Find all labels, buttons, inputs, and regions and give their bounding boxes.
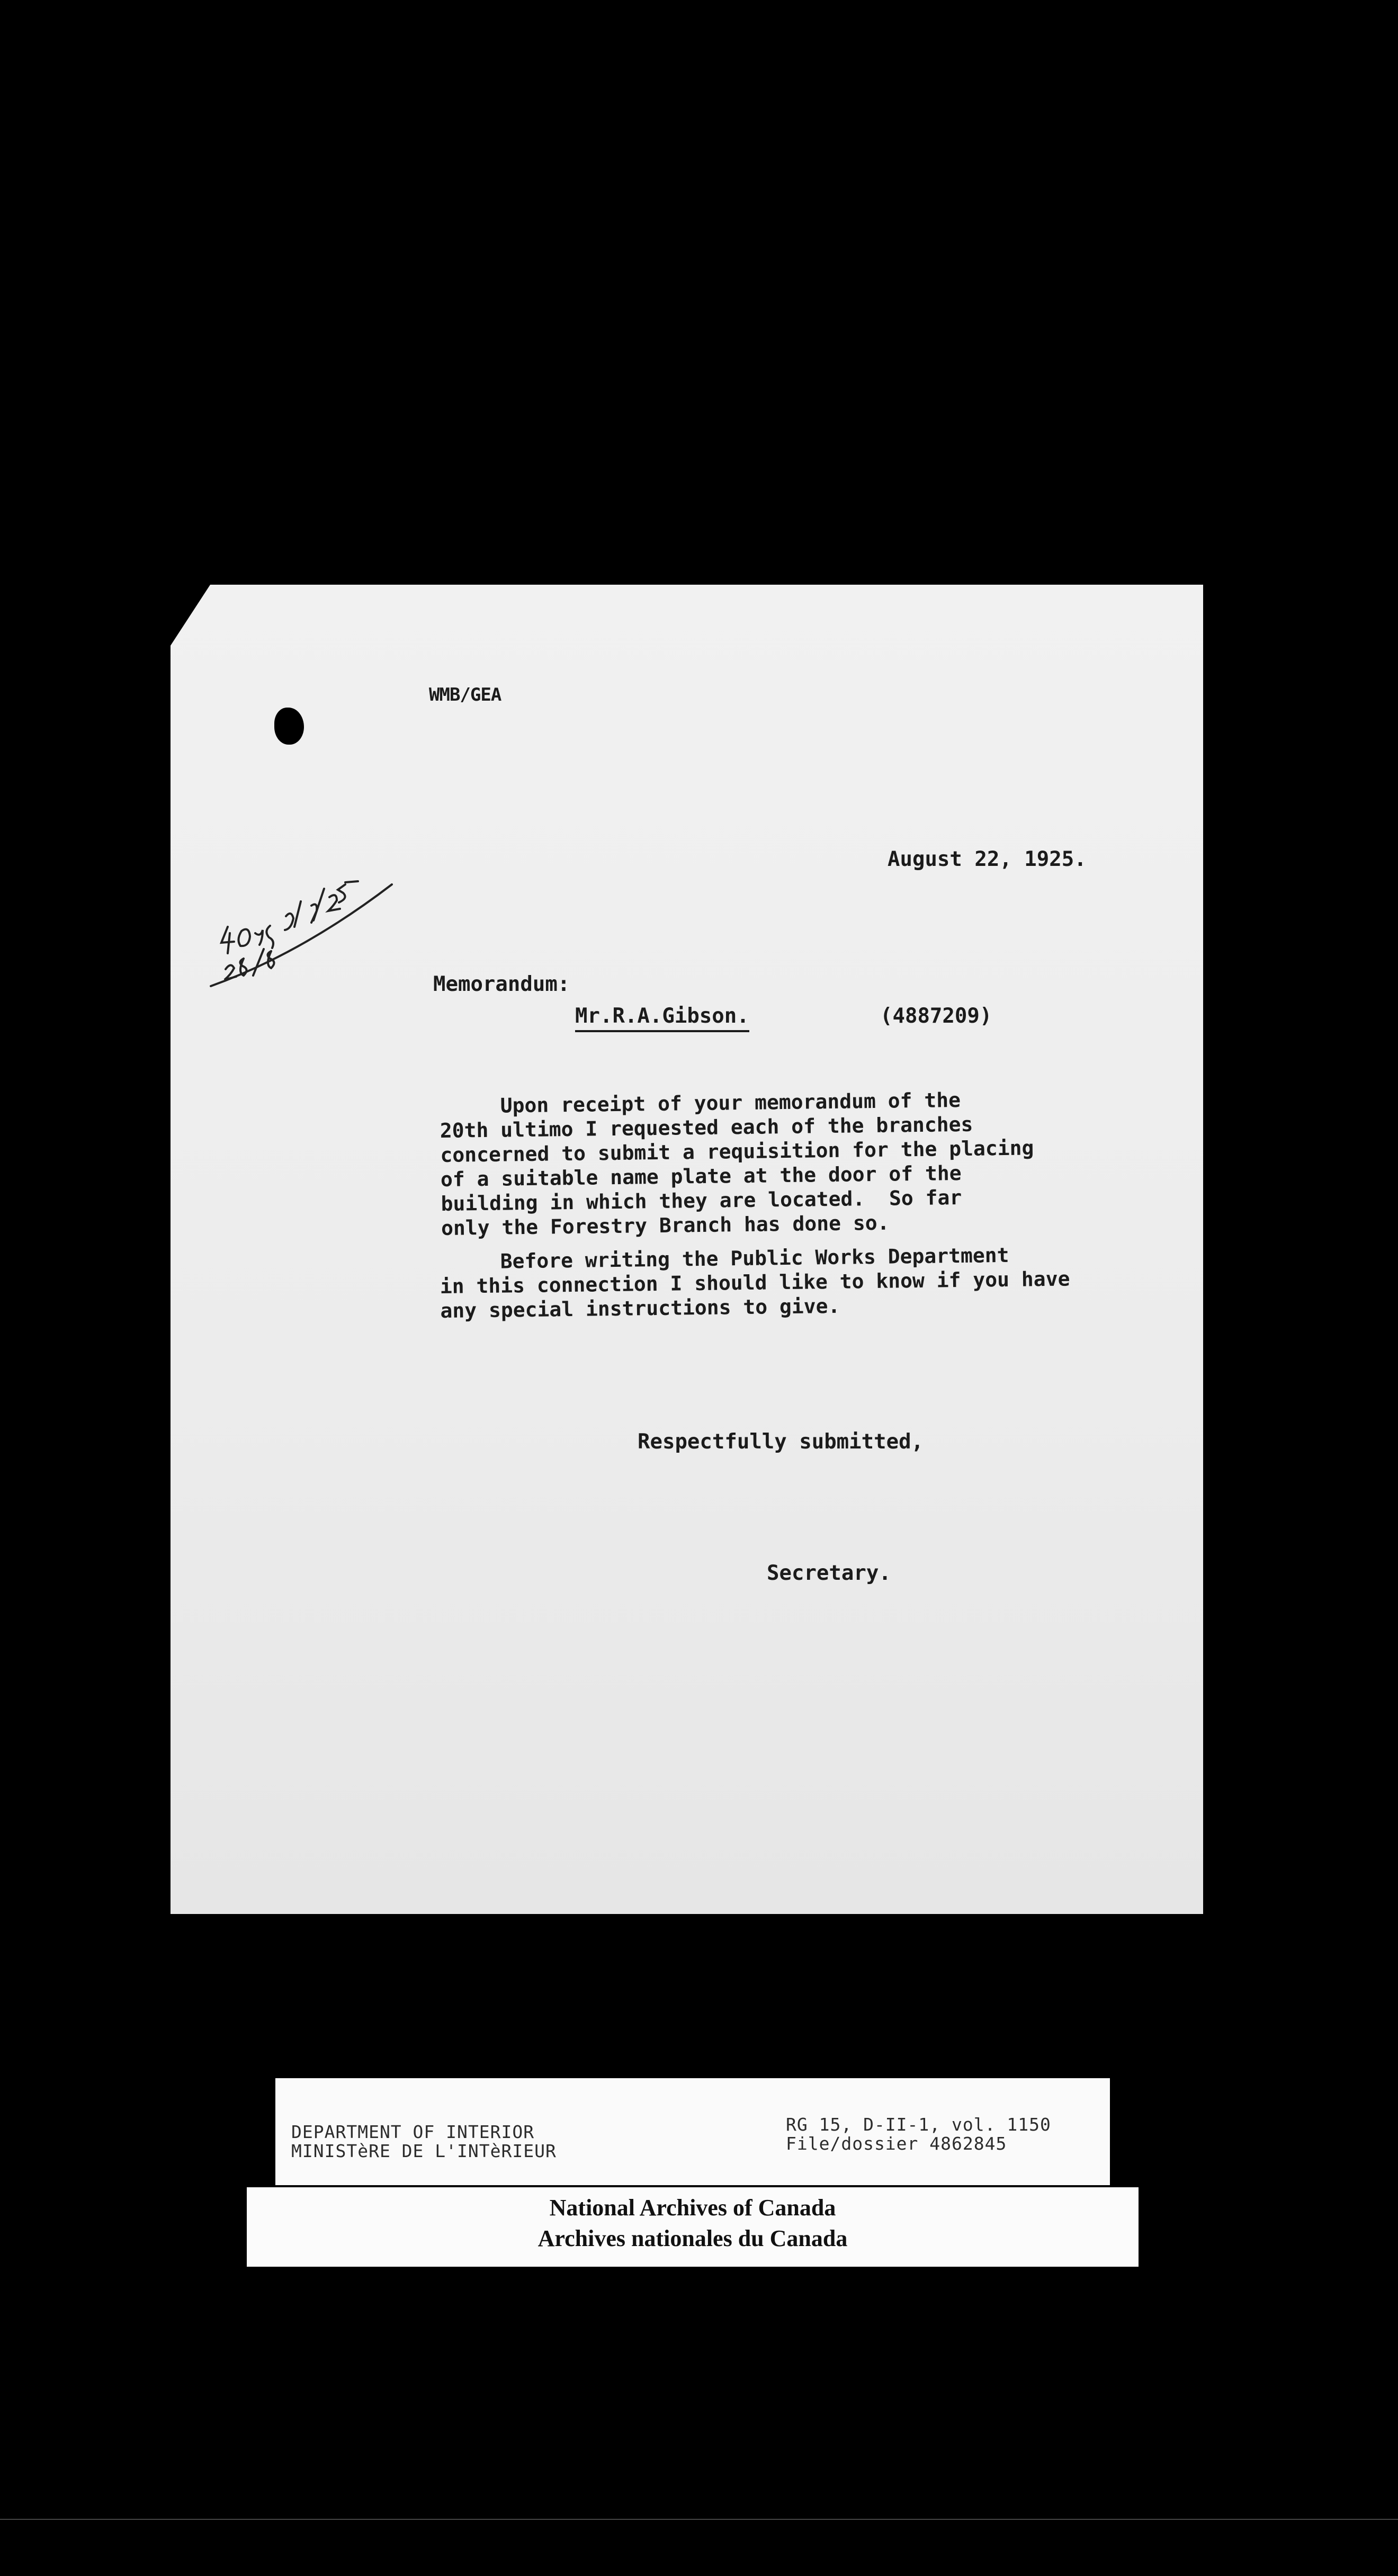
record-reference [786, 2115, 1051, 2153]
file-number: (4887209) [880, 1004, 992, 1028]
handwritten-note-icon [207, 863, 408, 1022]
record-group: RG 15, D-II-1, vol. 1150 [786, 2114, 1051, 2135]
closing: Respectfully submitted, [638, 1430, 924, 1454]
memo-paragraph-1: Upon receipt of your memorandum of the 20th ultimo I requested each of the branches concerned to submit a requisition for the placing of a suitable name plate at the door of the building in which they are located. So far only the Forestry Branch has done so. [440, 1088, 1034, 1240]
memo-paragraph-2: Before writing the Public Works Department in this connection I should like to know if you have any special instructions to give. [440, 1243, 1070, 1322]
department-fr: MINISTèRE DE L'INTèRIEUR [291, 2141, 557, 2161]
archives-name-fr: Archives nationales du Canada [537, 2225, 848, 2251]
memo-heading: Memorandum: [433, 972, 570, 996]
memo-date: August 22, 1925. [888, 847, 1087, 871]
archives-banner [247, 2187, 1139, 2267]
file-dossier: File/dossier 4862845 [786, 2133, 1007, 2154]
film-edge-divider [0, 2519, 1398, 2520]
archives-name-en: National Archives of Canada [549, 2195, 836, 2221]
signature-title: Secretary. [767, 1561, 891, 1585]
department-en: DEPARTMENT OF INTERIOR [291, 2122, 535, 2142]
addressee: Mr.R.A.Gibson. [575, 1004, 749, 1032]
reference-initials: WMB/GEA [429, 684, 501, 705]
punch-hole [274, 708, 304, 745]
archive-reference-label [275, 2078, 1110, 2185]
department-names [291, 2123, 557, 2161]
